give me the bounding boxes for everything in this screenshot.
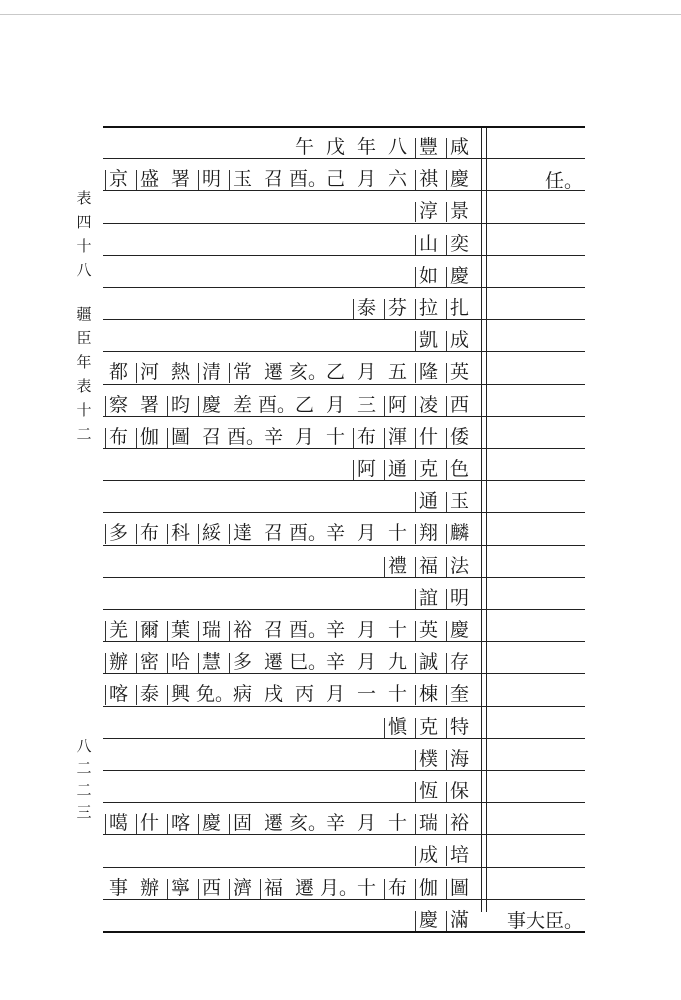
table-row (103, 389, 585, 421)
entry-char: 乙 (325, 361, 345, 384)
margin-label-char: 二 (76, 425, 92, 443)
table-row (103, 453, 585, 485)
row-entry (103, 807, 475, 839)
row-entry (103, 421, 475, 453)
entry-char: 召 (263, 619, 283, 641)
entry-char: 福 (258, 877, 289, 899)
row-entry (413, 839, 475, 871)
entry-char: 盛 (134, 168, 165, 190)
entry-char: 瑞 (413, 812, 444, 834)
side-note: 事大臣。 (506, 910, 583, 933)
entry-char: 三 (356, 393, 376, 416)
entry-char: 月 (325, 683, 345, 706)
margin-label-char (74, 282, 94, 302)
entry-char: 召 (201, 425, 221, 448)
entry-char: 西 (444, 394, 475, 416)
entry-char: 辛 (263, 425, 283, 448)
entry-char: 慶 (444, 265, 475, 287)
entry-char: 存 (444, 651, 475, 673)
entry-char: 十 (325, 425, 345, 448)
entry-char: 英 (444, 361, 475, 383)
entry-char: 多 (227, 651, 258, 673)
table-row (103, 228, 585, 260)
entry-char: 五 (387, 361, 407, 384)
entry-char: 遷 (263, 361, 283, 384)
row-entry (103, 678, 475, 710)
entry-char: 祺 (413, 168, 444, 190)
entry-char: 喀 (165, 812, 196, 834)
entry-char: 月。 (320, 876, 359, 899)
entry-char: 綏 (196, 522, 227, 544)
entry-char: 遷 (294, 876, 314, 899)
row-entry (413, 485, 475, 517)
entry-char: 慶 (196, 394, 227, 416)
entry-char: 布 (351, 426, 382, 448)
entry-char: 法 (444, 555, 475, 577)
entry-char: 一 (356, 683, 376, 706)
entry-char: 酉。 (289, 619, 328, 641)
entry-char: 密 (134, 651, 165, 673)
table-row (103, 614, 585, 646)
entry-char: 丙 (294, 683, 314, 706)
table-row (103, 195, 585, 227)
entry-char: 月 (356, 812, 376, 835)
entry-char: 布 (134, 522, 165, 544)
row-rule (103, 126, 585, 128)
entry-char: 慶 (413, 909, 444, 931)
entry-char: 玉 (227, 168, 258, 190)
entry-char: 固 (227, 812, 258, 834)
row-entry (382, 550, 475, 582)
entry-char: 保 (444, 780, 475, 802)
entry-char: 喀 (103, 683, 134, 705)
entry-char: 戊 (325, 136, 345, 158)
entry-char: 圖 (165, 426, 196, 448)
entry-char: 泰 (134, 683, 165, 705)
entry-char: 遷 (263, 812, 283, 835)
table-row (103, 485, 585, 517)
entry-char: 培 (444, 844, 475, 866)
entry-char: 酉。 (289, 168, 328, 191)
table-row (103, 646, 585, 678)
table-row (103, 356, 585, 388)
entry-char: 年 (356, 136, 376, 158)
entry-char: 豐 (413, 136, 444, 158)
row-entry (103, 163, 475, 195)
entry-char: 月 (356, 651, 376, 674)
entry-char: 哈 (165, 651, 196, 673)
entry-char: 十 (387, 619, 407, 641)
row-entry (413, 775, 475, 807)
entry-char: 凌 (413, 394, 444, 416)
entry-char: 都 (108, 361, 128, 384)
row-entry (103, 872, 475, 904)
entry-char: 泰 (351, 297, 382, 319)
entry-char: 樸 (413, 748, 444, 770)
entry-char: 滿 (444, 909, 475, 931)
entry-char: 亥。 (289, 361, 328, 384)
row-entry (413, 260, 475, 292)
entry-char: 召 (263, 168, 283, 191)
entry-char: 凱 (413, 329, 444, 351)
entry-char: 慶 (196, 812, 227, 834)
entry-char: 達 (227, 522, 258, 544)
entry-char: 海 (444, 748, 475, 770)
entry-char: 隆 (413, 361, 444, 383)
entry-char: 英 (413, 619, 444, 641)
margin-label-char: 四 (76, 213, 92, 231)
entry-char: 酉。 (289, 522, 328, 545)
table-row (103, 678, 585, 710)
entry-char: 景 (444, 200, 475, 222)
row-entry (103, 389, 475, 421)
entry-char: 乙 (294, 393, 314, 416)
margin-label-char: 十 (76, 237, 92, 255)
margin-label-char: 十 (76, 401, 92, 419)
entry-char: 察 (103, 394, 134, 416)
margin-label (74, 186, 94, 446)
row-entry (413, 904, 475, 936)
entry-char: 伽 (134, 426, 165, 448)
margin-label-char: 表 (76, 377, 92, 395)
row-entry (351, 292, 475, 324)
entry-char: 圖 (444, 877, 475, 899)
entry-char: 辛 (325, 812, 345, 835)
entry-char: 十 (387, 812, 407, 835)
table-row (103, 839, 585, 871)
entry-char: 麟 (444, 522, 475, 544)
row-entry (103, 517, 475, 549)
margin-label-char: 八 (76, 261, 92, 279)
table-row (103, 292, 585, 324)
entry-char: 巳。 (289, 651, 328, 674)
entry-char: 戌 (263, 683, 283, 706)
entry-char: 十 (387, 522, 407, 545)
entry-char: 六 (387, 168, 407, 191)
entry-char: 噶 (103, 812, 134, 834)
entry-char: 月 (294, 425, 314, 448)
entry-char: 玉 (444, 490, 475, 512)
entry-char: 通 (413, 490, 444, 512)
entry-char: 通 (382, 458, 413, 480)
entry-char: 亥。 (289, 812, 328, 835)
entry-char: 恆 (413, 780, 444, 802)
entry-char: 差 (232, 393, 252, 416)
entry-char: 明 (444, 587, 475, 609)
entry-char: 河 (134, 361, 165, 383)
entry-char: 布 (382, 877, 413, 899)
row-entry (103, 614, 475, 646)
entry-char: 九 (387, 651, 407, 674)
entry-char: 事 (108, 876, 128, 899)
entry-char: 辛 (325, 522, 345, 545)
table-row (103, 775, 585, 807)
entry-char: 什 (413, 426, 444, 448)
entry-char: 慶 (444, 168, 475, 190)
entry-char: 誠 (413, 651, 444, 673)
row-entry (413, 324, 475, 356)
entry-char: 月 (356, 522, 376, 545)
entry-char: 芬 (382, 297, 413, 319)
entry-char: 月 (356, 619, 376, 641)
entry-char: 慧 (196, 651, 227, 673)
entry-char: 成 (413, 844, 444, 866)
row-entry (103, 646, 475, 678)
entry-char: 昀 (165, 394, 196, 416)
entry-char: 阿 (382, 394, 413, 416)
entry-char: 西 (196, 877, 227, 899)
entry-char: 酉。 (227, 425, 266, 448)
table-row (103, 131, 585, 163)
page-number-char: 八 (76, 737, 92, 755)
table-row (103, 163, 585, 195)
entry-char: 月 (356, 361, 376, 384)
entry-char: 特 (444, 716, 475, 738)
entry-char: 十 (387, 683, 407, 706)
entry-char: 瑞 (196, 619, 227, 641)
entry-char: 病 (232, 683, 252, 706)
row-entry (413, 228, 475, 260)
entry-char: 多 (103, 522, 134, 544)
entry-char: 京 (103, 168, 134, 190)
entry-char: 興 (165, 683, 196, 705)
entry-char: 免。 (196, 683, 235, 706)
entry-char: 裕 (444, 812, 475, 834)
entry-char: 倭 (444, 426, 475, 448)
entry-char: 克 (413, 716, 444, 738)
entry-char: 月 (356, 168, 376, 191)
page-number-char: 二 (76, 781, 92, 799)
page-number-char: 三 (76, 803, 92, 821)
table-row (103, 517, 585, 549)
entry-char: 伽 (413, 877, 444, 899)
entry-char: 濟 (227, 877, 258, 899)
entry-char: 羌 (103, 619, 134, 641)
entry-char: 常 (227, 361, 258, 383)
entry-char: 誼 (413, 587, 444, 609)
table-row (103, 904, 585, 936)
row-entry (103, 356, 475, 388)
side-note: 任。 (544, 169, 583, 192)
entry-char: 成 (444, 329, 475, 351)
row-entry (413, 582, 475, 614)
margin-label-char: 表 (76, 189, 92, 207)
entry-char: 慶 (444, 619, 475, 641)
entry-char: 十 (356, 876, 376, 899)
entry-char: 咸 (444, 136, 475, 158)
entry-char: 什 (134, 812, 165, 834)
margin-label-char: 年 (76, 353, 92, 371)
entry-char: 辛 (325, 651, 345, 674)
entry-char: 署 (139, 393, 159, 416)
entry-char: 扎 (444, 297, 475, 319)
entry-char: 八 (387, 136, 407, 158)
entry-char: 清 (196, 361, 227, 383)
entry-char: 色 (444, 458, 475, 480)
table-row (103, 807, 585, 839)
table-row (103, 582, 585, 614)
entry-char: 奕 (444, 233, 475, 255)
table-row (103, 324, 585, 356)
entry-char: 召 (263, 522, 283, 545)
entry-char: 布 (103, 426, 134, 448)
entry-char: 科 (165, 522, 196, 544)
entry-char: 熱 (170, 361, 190, 384)
margin-label-char: 疆 (76, 305, 92, 323)
top-scan-edge (0, 0, 681, 15)
entry-char: 山 (413, 233, 444, 255)
entry-char: 如 (413, 265, 444, 287)
entry-char: 寧 (165, 877, 196, 899)
table-row (103, 743, 585, 775)
entry-char: 翔 (413, 522, 444, 544)
entry-char: 署 (170, 168, 190, 191)
row-entry (351, 453, 475, 485)
table-row (103, 550, 585, 582)
table-row (103, 260, 585, 292)
entry-char: 克 (413, 458, 444, 480)
row-entry (413, 743, 475, 775)
entry-char: 福 (413, 555, 444, 577)
table-row (103, 421, 585, 453)
row-entry (382, 711, 475, 743)
entry-char: 明 (196, 168, 227, 190)
entry-char: 酉。 (258, 393, 297, 416)
entry-char: 愼 (382, 716, 413, 738)
entry-char: 辛 (325, 619, 345, 641)
entry-char: 淳 (413, 200, 444, 222)
entry-char: 奎 (444, 683, 475, 705)
entry-char: 辦 (139, 876, 159, 899)
entry-char: 辦 (103, 651, 134, 673)
page-number (74, 735, 94, 823)
entry-char: 阿 (351, 458, 382, 480)
entry-char: 爾 (134, 619, 165, 641)
table-row (103, 711, 585, 743)
entry-char: 葉 (165, 619, 196, 641)
entry-char: 禮 (382, 555, 413, 577)
entry-char: 遷 (263, 651, 283, 674)
margin-label-char: 臣 (76, 329, 92, 347)
entry-char: 棟 (413, 683, 444, 705)
entry-char: 渾 (382, 426, 413, 448)
entry-char: 午 (294, 136, 314, 158)
entry-char: 裕 (227, 619, 258, 641)
table-row (103, 872, 585, 904)
entry-char: 月 (325, 393, 345, 416)
page-number-char: 二 (76, 759, 92, 777)
row-entry (289, 131, 475, 163)
entry-char: 己 (325, 168, 345, 191)
row-entry (413, 195, 475, 227)
entry-char: 拉 (413, 297, 444, 319)
